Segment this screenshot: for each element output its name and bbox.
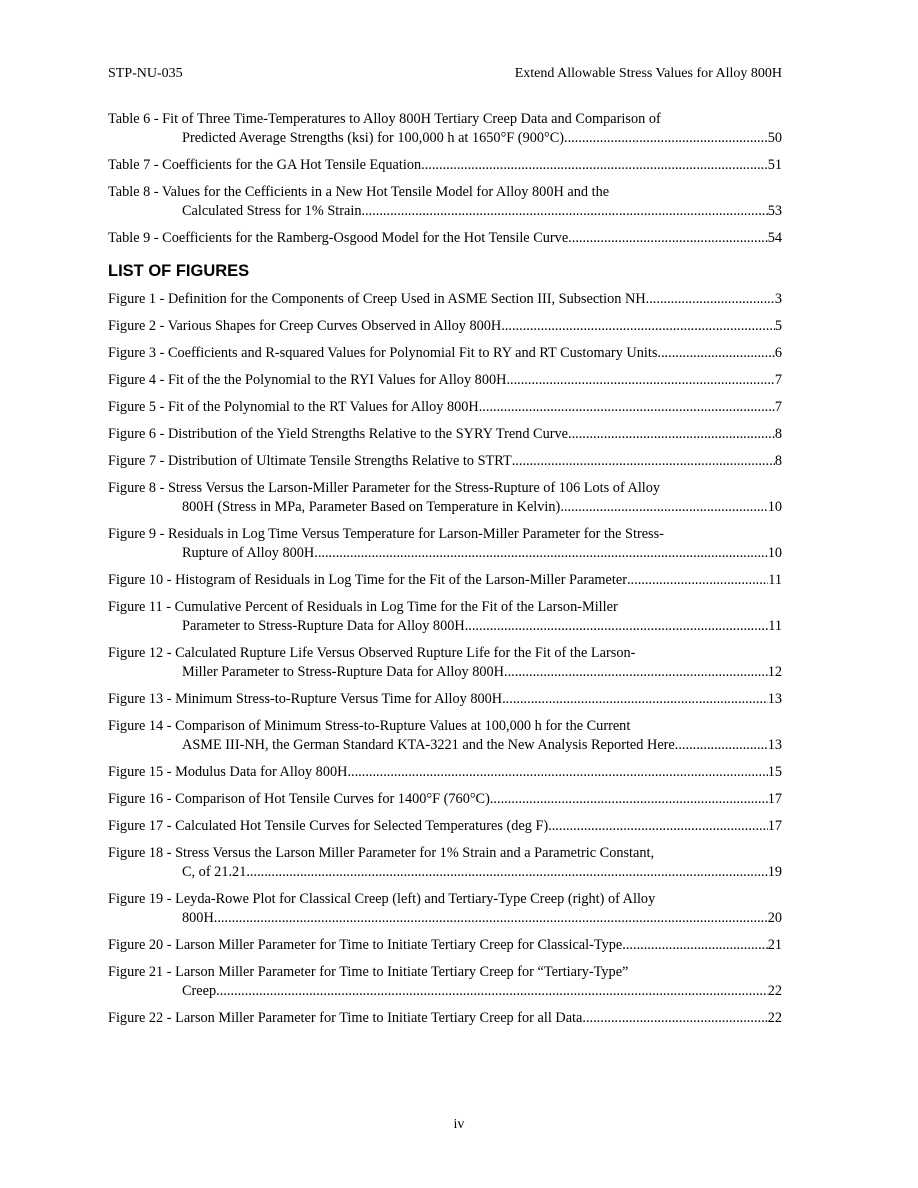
figure-page-number: 12 — [767, 664, 782, 680]
table-page-number: 54 — [767, 230, 782, 246]
figure-entry[interactable] — [108, 371, 782, 390]
table-entry[interactable] — [108, 229, 782, 248]
running-header-left: STP-NU-035 — [108, 66, 183, 81]
figure-title: Figure 15 - Modulus Data for Alloy 800H — [108, 764, 348, 780]
figure-entry[interactable] — [108, 571, 782, 590]
list-of-figures-heading: LIST OF FIGURES — [108, 262, 250, 280]
figure-page-number: 7 — [774, 372, 782, 388]
page-number: iv — [453, 1117, 465, 1132]
figure-entry[interactable] — [108, 936, 782, 955]
dot-leader — [465, 617, 769, 636]
table-of-contents — [108, 110, 782, 1036]
dot-leader — [582, 1009, 767, 1028]
figure-title: Figure 11 - Cumulative Percent of Residuals in Log Time for the Fit of the Larson-Miller — [108, 599, 618, 615]
figure-entry[interactable] — [108, 479, 782, 517]
figure-page-number: 8 — [774, 426, 782, 442]
table-page-number: 51 — [767, 157, 782, 173]
figure-entry[interactable] — [108, 644, 782, 682]
figure-title-continued: ASME III-NH, the German Standard KTA-3221 and the New Analysis Reported Here — [182, 737, 675, 753]
dot-leader — [675, 736, 768, 755]
running-header-right: Extend Allowable Stress Values for Alloy 800H — [514, 66, 782, 81]
figure-title: Figure 21 - Larson Miller Parameter for Time to Initiate Tertiary Creep for “Tertiary-Type” — [108, 964, 629, 980]
figure-entry[interactable] — [108, 452, 782, 471]
dot-leader — [506, 371, 774, 390]
figure-entry[interactable] — [108, 763, 782, 782]
figure-entry[interactable] — [108, 1009, 782, 1028]
table-title-continued: Calculated Stress for 1% Strain — [182, 203, 362, 219]
figure-entry[interactable] — [108, 717, 782, 755]
figure-page-number: 15 — [767, 764, 782, 780]
figure-entry[interactable] — [108, 844, 782, 882]
dot-leader — [560, 498, 767, 517]
figure-page-number: 8 — [774, 453, 782, 469]
figure-page-number: 13 — [767, 737, 782, 753]
figure-title: Figure 13 - Minimum Stress-to-Rupture Versus Time for Alloy 800H — [108, 691, 503, 707]
table-title: Table 7 - Coefficients for the GA Hot Tensile Equation — [108, 157, 422, 173]
table-title: Table 8 - Values for the Cefficients in a New Hot Tensile Model for Alloy 800H and the — [108, 184, 610, 200]
dot-leader — [246, 863, 767, 882]
figure-entry[interactable] — [108, 790, 782, 809]
figure-page-number: 17 — [767, 818, 782, 834]
figure-page-number: 7 — [774, 399, 782, 415]
figure-page-number: 19 — [767, 864, 782, 880]
figure-title: Figure 20 - Larson Miller Parameter for Time to Initiate Tertiary Creep for Classical-Type — [108, 937, 623, 953]
table-title: Table 6 - Fit of Three Time-Temperatures to Alloy 800H Tertiary Creep Data and Comparison of — [108, 111, 661, 127]
figure-title: Figure 4 - Fit of the the Polynomial to the RYI Values for Alloy 800H — [108, 372, 507, 388]
figure-title: Figure 17 - Calculated Hot Tensile Curves for Selected Temperatures (deg F) — [108, 818, 549, 834]
table-entry[interactable] — [108, 183, 782, 221]
figure-entry[interactable] — [108, 690, 782, 709]
dot-leader — [502, 690, 768, 709]
dot-leader — [548, 817, 768, 836]
figure-page-number: 3 — [774, 291, 782, 307]
figure-title-continued: Creep — [182, 983, 217, 999]
figure-entry[interactable] — [108, 398, 782, 417]
figure-entry[interactable] — [108, 425, 782, 444]
figure-title: Figure 9 - Residuals in Log Time Versus Temperature for Larson-Miller Parameter for the Stress- — [108, 526, 664, 542]
figure-title: Figure 7 - Distribution of Ultimate Tensile Strengths Relative to STRT — [108, 453, 512, 469]
figure-page-number: 10 — [767, 499, 782, 515]
figure-title: Figure 8 - Stress Versus the Larson-Miller Parameter for the Stress-Rupture of 106 Lots of Alloy — [108, 480, 661, 496]
figure-title: Figure 2 - Various Shapes for Creep Curves Observed in Alloy 800H — [108, 318, 502, 334]
dot-leader — [214, 909, 768, 928]
figure-entry[interactable] — [108, 598, 782, 636]
dot-leader — [568, 425, 775, 444]
table-title-continued: Predicted Average Strengths (ksi) for 100,000 h at 1650°F (900°C) — [182, 130, 565, 146]
dot-leader — [564, 129, 768, 148]
figure-page-number: 11 — [768, 572, 782, 588]
figure-title: Figure 19 - Leyda-Rowe Plot for Classical Creep (left) and Tertiary-Type Creep (right) of Alloy — [108, 891, 656, 907]
figure-title-continued: C, of 21.21 — [182, 864, 247, 880]
dot-leader — [490, 790, 768, 809]
figure-page-number: 22 — [767, 1010, 782, 1026]
figure-entry[interactable] — [108, 890, 782, 928]
figure-page-number: 13 — [767, 691, 782, 707]
table-title: Table 9 - Coefficients for the Ramberg-Osgood Model for the Hot Tensile Curve — [108, 230, 569, 246]
dot-leader — [568, 229, 768, 248]
dot-leader — [216, 982, 768, 1001]
figure-entry[interactable] — [108, 317, 782, 336]
table-page-number: 50 — [767, 130, 782, 146]
figure-title-continued: Parameter to Stress-Rupture Data for Alloy 800H — [182, 618, 465, 634]
figure-page-number: 10 — [767, 545, 782, 561]
figure-title: Figure 14 - Comparison of Minimum Stress-to-Rupture Values at 100,000 h for the Current — [108, 718, 631, 734]
dot-leader — [512, 452, 775, 471]
figure-title: Figure 16 - Comparison of Hot Tensile Curves for 1400°F (760°C) — [108, 791, 490, 807]
figure-page-number: 17 — [767, 791, 782, 807]
figure-title: Figure 6 - Distribution of the Yield Strengths Relative to the SYRY Trend Curve — [108, 426, 568, 442]
dot-leader — [504, 663, 768, 682]
figure-page-number: 22 — [767, 983, 782, 999]
figure-page-number: 5 — [774, 318, 782, 334]
figure-title-continued: 800H — [182, 910, 214, 926]
dot-leader — [646, 290, 775, 309]
table-page-number: 53 — [767, 203, 782, 219]
figure-title: Figure 12 - Calculated Rupture Life Versus Observed Rupture Life for the Fit of the Larson- — [108, 645, 636, 661]
figure-title: Figure 3 - Coefficients and R-squared Values for Polynomial Fit to RY and RT Customary Units — [108, 345, 658, 361]
dot-leader — [314, 544, 767, 563]
figure-title: Figure 22 - Larson Miller Parameter for Time to Initiate Tertiary Creep for all Data — [108, 1010, 583, 1026]
list-of-figures — [108, 290, 782, 1028]
dot-leader — [347, 763, 767, 782]
dot-leader — [627, 571, 768, 590]
dot-leader — [501, 317, 775, 336]
figure-title-continued: 800H (Stress in MPa, Parameter Based on Temperature in Kelvin) — [182, 499, 561, 515]
figure-title-continued: Miller Parameter to Stress-Rupture Data for Alloy 800H — [182, 664, 505, 680]
figure-title: Figure 5 - Fit of the Polynomial to the RT Values for Alloy 800H — [108, 399, 479, 415]
figure-title: Figure 18 - Stress Versus the Larson Miller Parameter for 1% Strain and a Parametric Constant, — [108, 845, 655, 861]
table-entry[interactable] — [108, 156, 782, 175]
dot-leader — [361, 202, 767, 221]
figure-title: Figure 10 - Histogram of Residuals in Log Time for the Fit of the Larson-Miller Parameter — [108, 572, 627, 588]
dot-leader — [479, 398, 775, 417]
dot-leader — [421, 156, 768, 175]
figure-entry[interactable] — [108, 817, 782, 836]
figure-entry[interactable] — [108, 525, 782, 563]
table-entry[interactable] — [108, 110, 782, 148]
list-of-tables — [108, 110, 782, 248]
figure-page-number: 20 — [767, 910, 782, 926]
figure-entry[interactable] — [108, 290, 782, 309]
figure-entry[interactable] — [108, 344, 782, 363]
dot-leader — [657, 344, 774, 363]
figure-page-number: 21 — [767, 937, 782, 953]
dot-leader — [622, 936, 767, 955]
figure-title-continued: Rupture of Alloy 800H — [182, 545, 315, 561]
figure-entry[interactable] — [108, 963, 782, 1001]
figure-page-number: 6 — [774, 345, 782, 361]
figure-title: Figure 1 - Definition for the Components of Creep Used in ASME Section III, Subsection NH — [108, 291, 646, 307]
figure-page-number: 11 — [768, 618, 782, 634]
